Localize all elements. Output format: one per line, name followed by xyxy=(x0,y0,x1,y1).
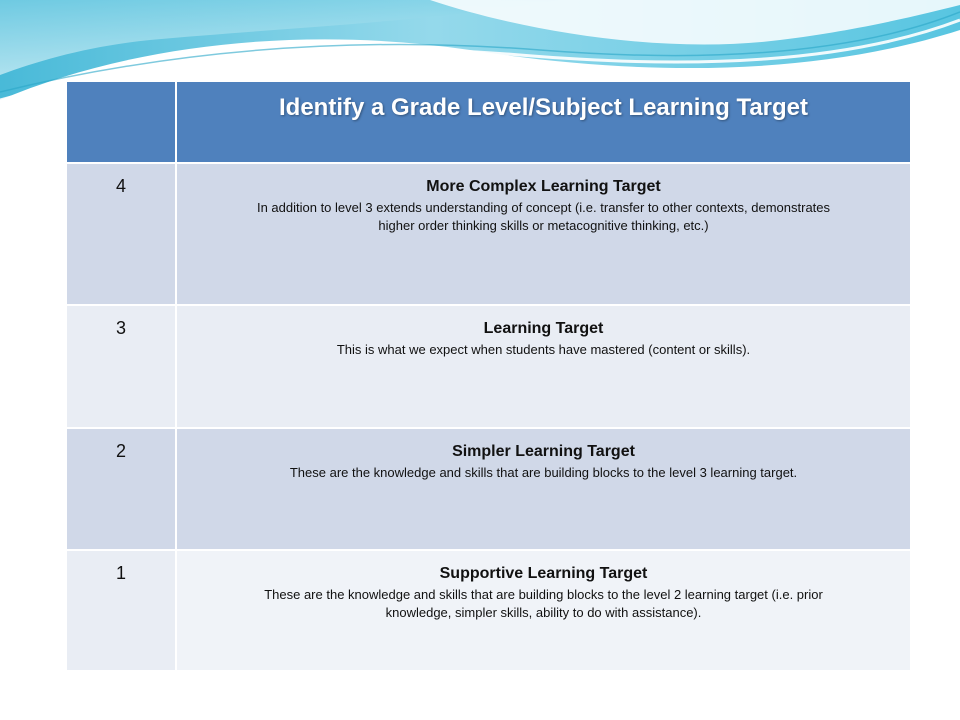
target-body: This is what we expect when students have mastered (content or skills). xyxy=(336,342,751,357)
target-title: Learning Target xyxy=(483,320,604,337)
target-body: These are the knowledge and skills that are building blocks to the level 3 learning target. xyxy=(289,465,798,480)
target-title: More Complex Learning Target xyxy=(426,178,661,195)
target-title: Supportive Learning Target xyxy=(439,565,648,582)
learning-target-rubric-table xyxy=(65,80,912,672)
level-number: 2 xyxy=(66,428,176,550)
table-row xyxy=(66,550,911,671)
table-row xyxy=(66,305,911,428)
target-description xyxy=(176,550,911,671)
table-row xyxy=(66,428,911,550)
target-description xyxy=(176,163,911,305)
level-number: 3 xyxy=(66,305,176,428)
target-description xyxy=(176,305,911,428)
table-header-row xyxy=(66,81,911,163)
target-title: Simpler Learning Target xyxy=(452,443,635,460)
table-title xyxy=(176,81,911,163)
level-column-header xyxy=(66,81,176,163)
table-row xyxy=(66,163,911,305)
target-description xyxy=(176,428,911,550)
target-body: These are the knowledge and skills that are building blocks to the level 2 learning target (i.e. prior knowledge, simpler skills, ability to do with assistance). xyxy=(264,587,823,620)
target-body: In addition to level 3 extends understanding of concept (i.e. transfer to other contexts, demonstrates higher order thinking skills or metacognitive thinking, etc.) xyxy=(256,200,831,233)
table-title-text: Identify a Grade Level/Subject Learning Target xyxy=(278,94,809,121)
level-number: 4 xyxy=(66,163,176,305)
level-number: 1 xyxy=(66,550,176,671)
